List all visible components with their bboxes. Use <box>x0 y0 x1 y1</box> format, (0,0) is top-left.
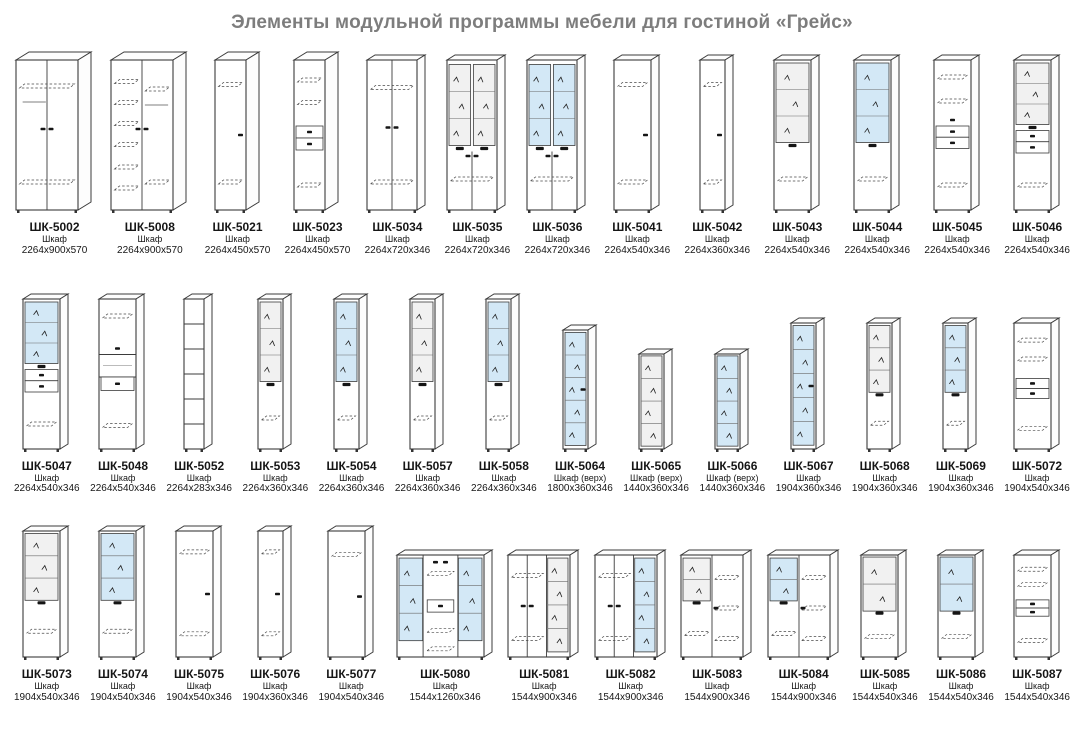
cabinet-drawing <box>859 521 910 663</box>
item-type: Шкаф <box>944 234 970 245</box>
catalog-item <box>242 521 308 704</box>
item-caption <box>605 220 671 257</box>
cabinet-svg <box>1012 315 1063 455</box>
cabinet-svg <box>766 547 842 663</box>
catalog-item <box>525 48 591 257</box>
cabinet-drawing <box>213 48 263 216</box>
cabinet-drawing <box>408 287 447 455</box>
item-type: Шкаф <box>618 681 644 692</box>
item-caption <box>700 459 766 496</box>
catalog-row-3 <box>14 521 1070 704</box>
cabinet-svg <box>256 291 295 455</box>
item-code: ШК-5053 <box>250 458 301 473</box>
cabinet-svg <box>332 291 371 455</box>
cabinet-drawing <box>1012 48 1063 216</box>
cabinet-drawing <box>484 287 523 455</box>
item-dims: 1800x360x346 <box>547 483 613 495</box>
item-code: ШК-5077 <box>326 667 377 682</box>
item-code: ШК-5075 <box>174 667 225 682</box>
cabinet-svg <box>21 523 72 663</box>
item-caption <box>928 459 994 496</box>
cabinet-svg <box>14 49 95 216</box>
item-type: Шкаф <box>704 681 730 692</box>
item-code: ШК-5045 <box>932 220 983 234</box>
item-caption <box>117 220 183 257</box>
cabinet-svg <box>698 52 737 216</box>
catalog-item <box>166 287 232 496</box>
item-type: Шкаф <box>864 234 890 245</box>
item-caption <box>166 667 232 704</box>
item-dims: 2264x720x346 <box>524 244 591 256</box>
item-caption <box>319 459 385 496</box>
catalog-item <box>14 521 80 704</box>
item-type: Шкаф <box>544 234 570 245</box>
item-type: Шкаф <box>339 472 364 483</box>
item-code: ШК-5084 <box>778 667 829 682</box>
cabinet-svg <box>789 315 828 455</box>
item-code: ШК-5054 <box>326 458 377 473</box>
catalog-item <box>14 48 95 257</box>
item-caption <box>844 220 910 257</box>
item-dims: 1544x900x346 <box>684 691 750 703</box>
item-type: Шкаф <box>872 681 898 692</box>
catalog-row-1 <box>14 48 1070 257</box>
catalog-item <box>395 521 496 704</box>
item-dims: 2264x540x346 <box>764 244 831 256</box>
cabinet-drawing <box>506 521 582 663</box>
item-type: Шкаф <box>385 234 410 245</box>
item-dims: 2264x540x346 <box>604 244 671 256</box>
catalog-item <box>776 287 842 496</box>
item-caption <box>1004 667 1070 704</box>
item-caption <box>1004 459 1070 496</box>
item-caption <box>471 459 537 496</box>
item-dims: 1544x540x346 <box>852 691 918 703</box>
item-caption <box>852 459 918 496</box>
item-code: ШК-5066 <box>707 458 758 473</box>
cabinet-drawing <box>593 521 669 663</box>
item-type: Шкаф <box>704 234 730 245</box>
item-type: Шкаф <box>415 472 441 483</box>
item-code: ШК-5086 <box>936 667 987 682</box>
item-type: Шкаф <box>531 681 557 692</box>
item-dims: 1904x540x346 <box>166 691 232 703</box>
cabinet-drawing <box>766 521 842 663</box>
item-code: ШК-5048 <box>97 458 149 473</box>
cabinet-drawing <box>332 287 371 455</box>
item-dims: 2264x540x346 <box>90 483 156 495</box>
cabinet-svg <box>932 52 983 216</box>
cabinet-svg <box>97 291 148 455</box>
item-code: ШК-5082 <box>605 667 656 682</box>
catalog-item <box>547 287 613 496</box>
item-type: Шкаф <box>624 234 650 245</box>
item-type: Шкаф (верх) <box>553 472 607 483</box>
item-type: Шкаф <box>465 234 490 245</box>
item-caption <box>1004 220 1070 257</box>
item-code: ШК-5058 <box>478 458 529 473</box>
item-dims: 2264x720x346 <box>364 244 431 256</box>
item-caption <box>14 459 80 496</box>
item-dims: 1904x540x346 <box>1004 483 1070 495</box>
cabinet-drawing <box>932 48 983 216</box>
catalog-item <box>852 521 918 704</box>
item-type: Шкаф <box>948 681 974 692</box>
catalog-item <box>852 287 918 496</box>
item-dims: 2264x360x346 <box>318 483 385 495</box>
cabinet-svg <box>395 547 496 663</box>
item-code: ШК-5085 <box>859 667 910 682</box>
catalog-item <box>166 521 232 704</box>
item-type: Шкаф <box>34 472 60 483</box>
item-caption <box>410 667 481 704</box>
catalog-item <box>14 287 80 496</box>
item-dims: 1544x900x346 <box>511 691 577 703</box>
catalog-item <box>506 521 582 704</box>
item-code: ШК-5052 <box>174 458 225 473</box>
item-code: ШК-5057 <box>402 458 453 473</box>
cabinet-drawing <box>561 287 600 455</box>
cabinet-drawing <box>789 287 828 455</box>
item-type: Шкаф (верх) <box>629 472 683 483</box>
item-code: ШК-5023 <box>292 220 343 234</box>
cabinet-svg <box>292 49 342 216</box>
catalog-item <box>924 48 990 257</box>
cabinet-drawing <box>865 287 904 455</box>
item-code: ШК-5036 <box>532 220 583 234</box>
item-dims: 2264x360x346 <box>471 483 537 495</box>
cabinet-drawing <box>936 521 987 663</box>
item-code: ШК-5044 <box>852 220 903 234</box>
item-caption <box>242 667 308 704</box>
cabinet-svg <box>679 547 755 663</box>
item-caption <box>395 459 461 496</box>
cabinet-drawing <box>365 48 429 216</box>
cabinet-drawing <box>1012 287 1063 455</box>
item-dims: 1904x540x346 <box>318 691 385 703</box>
item-type: Шкаф <box>432 681 458 692</box>
item-caption <box>776 459 842 496</box>
cabinet-svg <box>256 523 295 663</box>
item-type: Шкаф <box>1024 681 1050 692</box>
cabinet-drawing <box>21 287 72 455</box>
cabinet-svg <box>612 52 663 216</box>
cabinet-svg <box>852 52 903 216</box>
item-caption <box>684 667 750 704</box>
item-dims: 2264x360x346 <box>394 483 461 495</box>
catalog-item <box>319 521 385 704</box>
item-caption <box>511 667 577 704</box>
item-code: ШК-5081 <box>519 667 570 682</box>
catalog-item <box>395 287 461 496</box>
cabinet-svg <box>97 523 148 663</box>
item-type: Шкаф <box>1024 472 1050 483</box>
item-caption <box>365 220 431 257</box>
item-caption <box>852 667 918 704</box>
catalog-item <box>90 287 156 496</box>
item-code: ШК-5080 <box>420 667 471 682</box>
item-type: Шкаф <box>872 472 898 483</box>
item-type: Шкаф <box>110 681 136 692</box>
item-type: Шкаф <box>305 234 330 245</box>
cabinet-drawing <box>21 521 72 663</box>
cabinet-svg <box>637 346 676 455</box>
item-type: Шкаф <box>137 234 163 245</box>
item-caption <box>205 220 271 257</box>
item-dims: 2264x283x346 <box>166 483 232 495</box>
cabinet-svg <box>936 547 987 663</box>
cabinet-drawing <box>292 48 342 216</box>
cabinet-svg <box>561 322 600 455</box>
item-type: Шкаф <box>186 681 212 692</box>
item-type: Шкаф <box>262 681 288 692</box>
cabinet-drawing <box>182 287 216 455</box>
cabinet-svg <box>865 315 904 455</box>
item-caption <box>90 667 156 704</box>
item-code: ШК-5065 <box>631 458 682 473</box>
item-dims: 2264x900x570 <box>117 244 183 256</box>
item-dims: 2264x450x570 <box>284 244 351 256</box>
cabinet-drawing <box>852 48 903 216</box>
catalog-item <box>109 48 190 257</box>
catalog <box>0 48 1084 704</box>
cabinet-svg <box>713 346 752 455</box>
cabinet-drawing <box>525 48 589 216</box>
item-caption <box>90 459 156 496</box>
cabinet-svg <box>182 291 216 455</box>
catalog-row-2 <box>14 287 1070 496</box>
item-dims: 1904x360x346 <box>851 483 918 495</box>
cabinet-drawing <box>97 521 148 663</box>
item-code: ШК-5069 <box>935 458 986 473</box>
cabinet-drawing <box>174 521 225 663</box>
item-code: ШК-5041 <box>612 220 663 234</box>
item-type: Шкаф <box>338 681 364 692</box>
item-dims: 1544x540x346 <box>928 691 994 703</box>
item-dims: 2264x540x346 <box>844 244 911 256</box>
catalog-item <box>685 48 751 257</box>
cabinet-drawing <box>395 521 496 663</box>
catalog-item <box>243 287 309 496</box>
item-caption <box>285 220 351 257</box>
item-code: ШК-5008 <box>124 220 175 234</box>
cabinet-svg <box>506 547 582 663</box>
item-code: ШК-5042 <box>692 220 743 234</box>
catalog-item <box>205 48 271 257</box>
item-type: Шкаф <box>791 681 817 692</box>
item-caption <box>685 220 751 257</box>
item-code: ШК-5002 <box>29 220 80 234</box>
item-dims: 2264x900x570 <box>21 244 88 256</box>
item-caption <box>243 459 309 496</box>
item-code: ШК-5072 <box>1012 458 1063 473</box>
catalog-item <box>928 287 994 496</box>
item-dims: 2264x540x346 <box>1004 244 1070 256</box>
cabinet-svg <box>21 291 72 455</box>
item-type: Шкаф <box>34 681 60 692</box>
item-type: Шкаф <box>784 234 810 245</box>
item-type: Шкаф <box>225 234 250 245</box>
item-caption <box>166 459 232 496</box>
item-code: ШК-5034 <box>372 220 423 234</box>
item-caption <box>764 220 830 257</box>
item-code: ШК-5087 <box>1012 667 1063 682</box>
cabinet-drawing <box>256 521 295 663</box>
cabinet-svg <box>408 291 447 455</box>
cabinet-svg <box>859 547 910 663</box>
catalog-item <box>365 48 431 257</box>
item-caption <box>525 220 591 257</box>
catalog-item <box>766 521 842 704</box>
cabinet-svg <box>1012 52 1063 216</box>
item-type: Шкаф <box>491 472 517 483</box>
cabinet-drawing <box>97 287 148 455</box>
cabinet-drawing <box>772 48 823 216</box>
cabinet-svg <box>445 52 509 216</box>
item-dims: 1440x360x346 <box>623 483 689 495</box>
item-caption <box>547 459 613 496</box>
item-dims: 2264x720x346 <box>444 244 511 256</box>
catalog-item <box>1004 287 1070 496</box>
item-dims: 2264x360x346 <box>684 244 751 256</box>
item-type: Шкаф <box>948 472 974 483</box>
item-code: ШК-5046 <box>1012 220 1063 234</box>
item-dims: 2264x540x346 <box>14 483 80 495</box>
item-code: ШК-5073 <box>21 667 72 682</box>
item-code: ШК-5074 <box>97 667 148 682</box>
catalog-item <box>700 287 766 496</box>
catalog-item <box>623 287 689 496</box>
cabinet-svg <box>326 523 377 663</box>
item-caption <box>924 220 990 257</box>
item-code: ШК-5021 <box>212 220 263 234</box>
cabinet-drawing <box>14 48 95 216</box>
item-code: ШК-5047 <box>21 458 72 473</box>
cabinet-drawing <box>941 287 980 455</box>
item-caption <box>623 459 689 496</box>
item-code: ШК-5068 <box>859 458 910 473</box>
catalog-item <box>90 521 156 704</box>
catalog-item <box>1004 521 1070 704</box>
cabinet-svg <box>109 49 190 216</box>
item-dims: 1904x540x346 <box>90 691 156 703</box>
cabinet-drawing <box>698 48 737 216</box>
catalog-item <box>471 287 537 496</box>
cabinet-drawing <box>679 521 755 663</box>
item-caption <box>598 667 664 704</box>
item-code: ШК-5043 <box>772 220 823 234</box>
cabinet-svg <box>213 49 263 216</box>
item-caption <box>928 667 994 704</box>
item-dims: 1904x360x346 <box>928 483 994 495</box>
item-dims: 1440x360x346 <box>699 483 766 495</box>
cabinet-svg <box>1012 547 1063 663</box>
item-dims: 1544x900x346 <box>597 691 664 703</box>
item-code: ШК-5083 <box>692 667 743 682</box>
item-code: ШК-5064 <box>554 458 606 473</box>
item-dims: 1904x360x346 <box>775 483 842 495</box>
catalog-item <box>285 48 351 257</box>
item-caption <box>771 667 837 704</box>
item-dims: 1544x540x346 <box>1004 691 1070 703</box>
cabinet-drawing <box>326 521 377 663</box>
item-type: Шкаф (верх) <box>706 472 759 483</box>
item-caption <box>445 220 511 257</box>
cabinet-svg <box>174 523 225 663</box>
cabinet-drawing <box>256 287 295 455</box>
cabinet-drawing <box>637 287 676 455</box>
item-caption <box>319 667 385 704</box>
item-dims: 2264x360x346 <box>242 483 309 495</box>
item-type: Шкаф <box>42 234 67 245</box>
item-dims: 2264x540x346 <box>924 244 991 256</box>
catalog-item <box>593 521 669 704</box>
item-dims: 1904x360x346 <box>242 691 308 703</box>
cabinet-svg <box>484 291 523 455</box>
item-dims: 1544x900x346 <box>770 691 837 703</box>
page-title: Элементы модульной программы мебели для гостиной «Грейс» <box>231 12 853 33</box>
catalog-item <box>928 521 994 704</box>
catalog-item <box>319 287 385 496</box>
item-code: ШК-5035 <box>452 220 503 234</box>
item-caption <box>14 667 80 704</box>
item-type: Шкаф <box>1024 234 1050 245</box>
item-dims: 2264x450x570 <box>204 244 271 256</box>
item-dims: 1904x540x346 <box>14 691 80 703</box>
catalog-item <box>764 48 830 257</box>
item-type: Шкаф <box>796 472 821 483</box>
cabinet-svg <box>525 52 589 216</box>
cabinet-drawing <box>445 48 509 216</box>
cabinet-svg <box>772 52 823 216</box>
cabinet-svg <box>593 547 669 663</box>
cabinet-drawing <box>1012 521 1063 663</box>
catalog-item <box>844 48 910 257</box>
cabinet-drawing <box>612 48 663 216</box>
item-type: Шкаф <box>186 472 212 483</box>
cabinet-drawing <box>109 48 190 216</box>
item-dims: 1544x1260x346 <box>409 691 481 703</box>
item-code: ШК-5076 <box>250 667 301 682</box>
item-code: ШК-5067 <box>783 458 834 473</box>
catalog-item <box>605 48 671 257</box>
item-type: Шкаф <box>262 472 288 483</box>
catalog-item <box>679 521 755 704</box>
item-type: Шкаф <box>110 472 136 483</box>
cabinet-svg <box>365 52 429 216</box>
cabinet-svg <box>941 315 980 455</box>
cabinet-drawing <box>713 287 752 455</box>
item-caption <box>22 220 88 257</box>
catalog-item <box>1004 48 1070 257</box>
catalog-item <box>445 48 511 257</box>
